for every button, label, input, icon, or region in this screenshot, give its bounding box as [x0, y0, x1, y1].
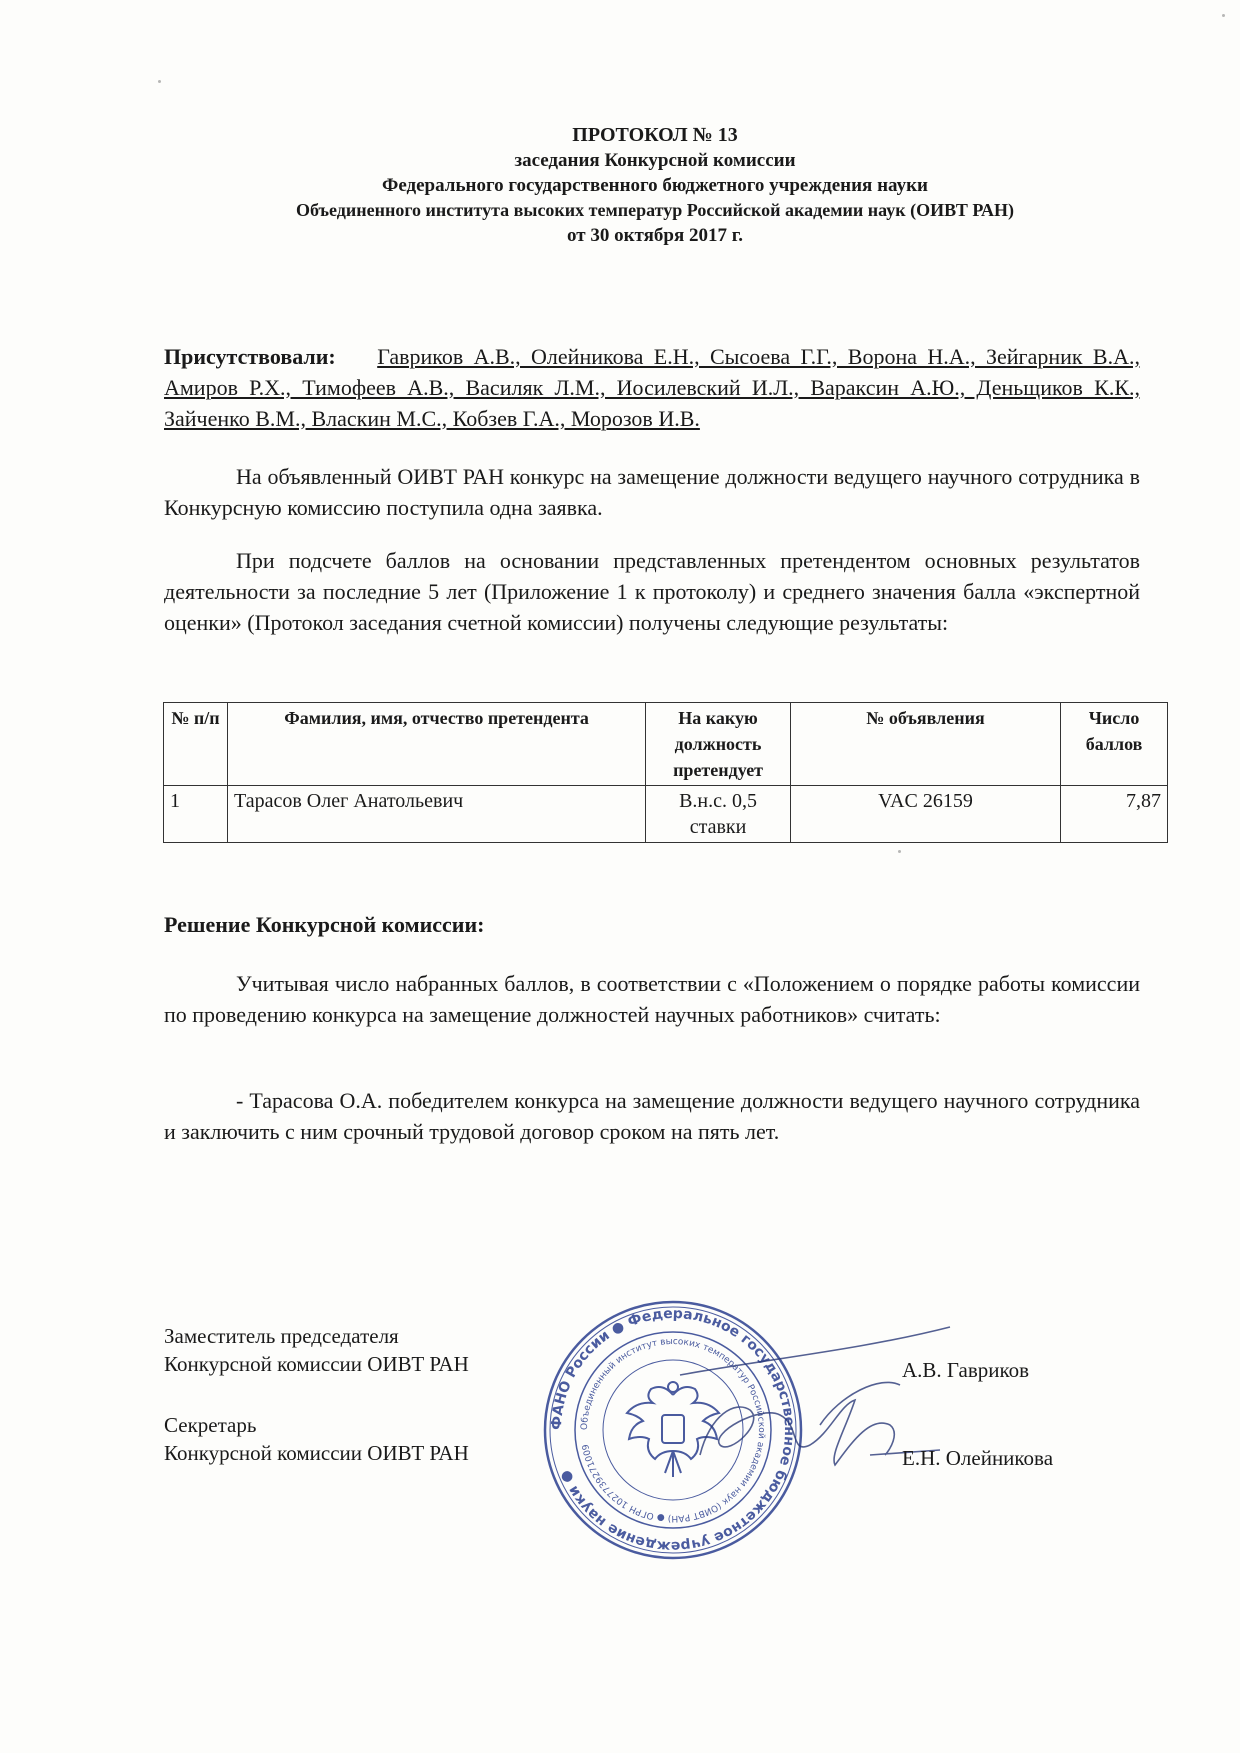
decision-result-paragraph: - Тарасова О.А. победителем конкурса на замещение должности ведущего научного сотрудника и заключить с ним срочный трудовой договор сроком на пять лет. — [164, 1088, 1140, 1144]
protocol-date: от 30 октября 2017 г. — [567, 225, 743, 246]
attendance-label: Присутствовали — [164, 344, 329, 369]
header-score: Число баллов — [1061, 703, 1168, 786]
cell-score: 7,87 — [1061, 786, 1168, 843]
document-header — [0, 123, 1240, 248]
secretary-signature-block — [164, 1411, 469, 1467]
header-position: На какую должность претендует — [646, 703, 791, 786]
scan-speck — [158, 80, 161, 83]
scan-speck — [1222, 14, 1225, 17]
organization-line-1: Федерального государственного бюджетного учреждения науки — [382, 175, 928, 196]
decision-paragraph: Учитывая число набранных баллов, в соответствии с «Положением о порядке работы комиссии по проведению конкурса на замещение должностей научных работников» считать: — [164, 971, 1140, 1027]
application-paragraph: На объявленный ОИВТ РАН конкурс на замещение должности ведущего научного сотрудника в Конкурсную комиссию поступила одна заявка. — [164, 464, 1140, 520]
secretary-title-line-1: Секретарь — [164, 1413, 257, 1437]
cell-position: В.н.с. 0,5 ставки — [646, 786, 791, 843]
cell-vacancy: VAC 26159 — [790, 786, 1060, 843]
seal-outer-text: ФАНО России ● Федеральное государственное бюджетное учреждение науки ● — [548, 1305, 798, 1555]
organization-line-2: Объединенного института высоких температур Российской академии наук (ОИВТ РАН) — [295, 200, 1015, 220]
attendance-colon: : — [328, 344, 336, 369]
attendance-paragraph — [164, 341, 1140, 434]
deputy-title-line-1: Заместитель председателя — [164, 1324, 399, 1348]
scan-speck — [898, 850, 901, 853]
results-table — [163, 702, 1168, 843]
header-num: № п/п — [164, 703, 228, 786]
table-row — [164, 786, 1168, 843]
cell-name: Тарасов Олег Анатольевич — [228, 786, 646, 843]
deputy-name: А.В. Гавриков — [902, 1358, 1030, 1382]
decision-title: Решение Конкурсной комиссии: — [164, 912, 485, 937]
protocol-subtitle: заседания Конкурсной комиссии — [514, 150, 796, 171]
deputy-title-line-2: Конкурсной комиссии ОИВТ РАН — [164, 1352, 469, 1376]
cell-num: 1 — [164, 786, 228, 843]
seal-inner-text: Объединенный институт высоких температур Российской академии наук (ОИВТ РАН) ● ОГРН 1027739271009 — [579, 1336, 767, 1524]
header-name: Фамилия, имя, отчество претендента — [228, 703, 646, 786]
scoring-paragraph: При подсчете баллов на основании представленных претендентом основных результатов деятельности за последние 5 лет (Приложение 1 к протоколу) и среднего значения балла «экспертной оценки» (Протокол заседания счетной комиссии) получены следующие результаты: — [164, 548, 1140, 635]
attendance-names: Гавриков А.В., Олейникова Е.Н., Сысоева Г.Г., Ворона Н.А., Зейгарник В.А., Амиров Р.Х., Тимофеев А.В., Василяк Л.М., Иосилевский И.Л., Вараксин А.Ю., Деньщиков К.К., Зайченко В.М., Власкин М.С., Кобзев Г.А., Морозов И.В. — [164, 344, 1140, 431]
header-vacancy: № объявления — [790, 703, 1060, 786]
secretary-name: Е.Н. Олейникова — [902, 1446, 1054, 1470]
table-header-row — [164, 703, 1168, 786]
secretary-title-line-2: Конкурсной комиссии ОИВТ РАН — [164, 1441, 469, 1465]
protocol-number: ПРОТОКОЛ № 13 — [572, 124, 738, 146]
deputy-signature-block — [164, 1322, 469, 1378]
